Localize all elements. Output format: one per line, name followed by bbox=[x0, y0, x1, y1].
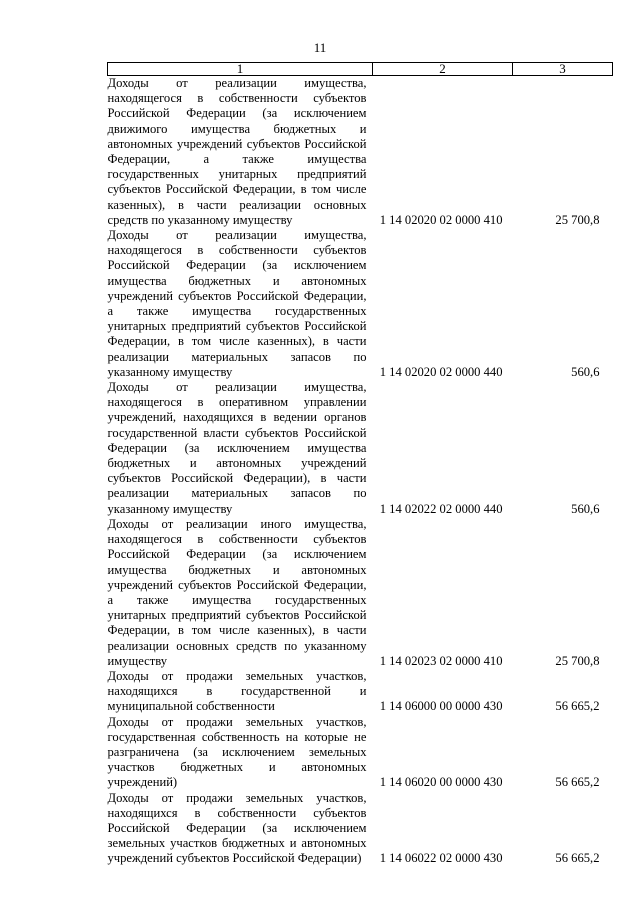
row-amount: 25 700,8 bbox=[555, 212, 600, 227]
column-header-1: 1 bbox=[108, 63, 373, 76]
row-amount: 560,6 bbox=[571, 364, 600, 379]
table-header-row bbox=[108, 63, 613, 76]
table-row bbox=[108, 715, 613, 791]
row-description: Доходы от продажи земельных участков, находящихся в государственной и муниципальной собственности bbox=[107, 668, 367, 714]
row-description: Доходы от реализации имущества, находящегося в собственности субъектов Российской Федерации (за исключением движимого имущества бюджетных и автономных учреждений субъектов Российской Федерации, а также имущества государственных унитарных предприятий субъектов Российской Федерации, в том числе казенных), в части реализации основных средств по указанному имуществу bbox=[107, 76, 367, 227]
row-code: 1 14 06020 00 0000 430 bbox=[379, 775, 503, 790]
row-amount: 56 665,2 bbox=[555, 775, 600, 790]
column-header-2: 2 bbox=[373, 63, 513, 76]
row-code: 1 14 06000 00 0000 430 bbox=[379, 699, 503, 714]
row-code: 1 14 02020 02 0000 440 bbox=[379, 364, 503, 379]
row-description: Доходы от продажи земельных участков, находящихся в собственности субъектов Российской Федерации (за исключением земельных участков бюджетных и автономных учреждений субъектов Российской Федерации) bbox=[107, 790, 367, 866]
row-description: Доходы от реализации имущества, находящегося в оперативном управлении учреждений, находящихся в ведении органов государственной власти субъектов Российской Федерации (за исключением имущества бюджетных и автономных учреждений субъектов Российской Федерации), в части реализации материальных запасов по указанному имуществу bbox=[107, 380, 367, 516]
row-amount: 25 700,8 bbox=[555, 653, 600, 668]
revenue-table bbox=[107, 62, 613, 867]
column-header-3: 3 bbox=[513, 63, 613, 76]
row-amount: 56 665,2 bbox=[555, 851, 600, 866]
table-row bbox=[108, 517, 613, 669]
table-row bbox=[108, 228, 613, 380]
row-amount: 560,6 bbox=[571, 501, 600, 516]
row-amount: 56 665,2 bbox=[555, 699, 600, 714]
row-code: 1 14 02022 02 0000 440 bbox=[379, 501, 503, 516]
page-number: 11 bbox=[313, 40, 327, 55]
row-description: Доходы от продажи земельных участков, государственная собственность на которые не разграничена (за исключением земельных участков бюджетных и автономных учреждений) bbox=[107, 714, 367, 790]
row-description: Доходы от реализации иного имущества, находящегося в собственности субъектов Российской Федерации (за исключением имущества бюджетных и автономных учреждений субъектов Российской Федерации, а также имущества государственных унитарных предприятий субъектов Российской Федерации, в том числе казенных), в части реализации основных средств по указанному имуществу bbox=[107, 516, 367, 668]
table-row bbox=[108, 380, 613, 517]
row-code: 1 14 02023 02 0000 410 bbox=[379, 653, 503, 668]
table-row bbox=[108, 76, 613, 229]
row-code: 1 14 06022 02 0000 430 bbox=[379, 851, 503, 866]
table-row bbox=[108, 791, 613, 867]
row-code: 1 14 02020 02 0000 410 bbox=[379, 212, 503, 227]
row-description: Доходы от реализации имущества, находящегося в собственности субъектов Российской Федерации (за исключением имущества бюджетных и автономных учреждений субъектов Российской Федерации, а также имущества государственных унитарных предприятий субъектов Российской Федерации, в том числе казенных), в части реализации материальных запасов по указанному имуществу bbox=[107, 228, 367, 379]
table-row bbox=[108, 669, 613, 715]
